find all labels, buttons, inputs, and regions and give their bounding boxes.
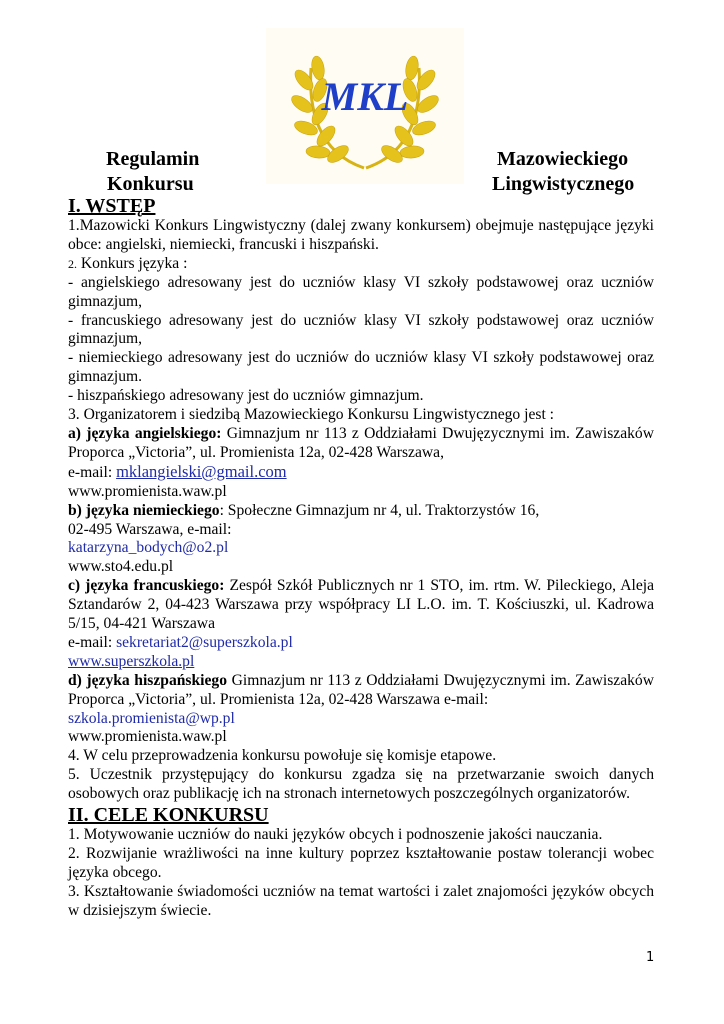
organizer-d-text: Gimnazjum nr 113 z Oddziałami Dwujęzycznymi im. Zawiszaków Proporca „Victoria”, ul. Promienista 12a, 02-428 Warszawa e-mail: <box>68 671 654 708</box>
organizer-a-email-line <box>68 463 654 483</box>
organizer-a-label: a) języka angielskiego: <box>68 424 222 442</box>
organizer-c-text: Zespół Szkół Publicznych nr 1 STO, im. rtm. W. Pileckiego, Aleja Sztandarów 2, 04-423 Warszawa przy współpracy LI L.O. im. T. Kościuszki, ul. Kadrowa 5/15, 04-421 Warszawa <box>68 577 654 633</box>
s1-list-item-1: - angielskiego adresowany jest do uczniów klasy VI szkoły podstawowej oraz uczniów gimnazjum, <box>68 273 654 310</box>
organizer-a-text: Gimnazjum nr 113 z Oddziałami Dwujęzycznymi im. Zawiszaków Proporca „Victoria”, ul. Promienista 12a, 02-428 Warszawa, <box>68 424 654 461</box>
s1-paragraph-2 <box>68 255 654 274</box>
organizer-c <box>68 577 654 634</box>
organizer-b-www: www.sto4.edu.pl <box>68 558 174 576</box>
s1-p2-number: 2. <box>68 256 77 271</box>
document-body <box>68 195 654 921</box>
organizer-b-line2: 02-495 Warszawa, e-mail: <box>68 520 232 538</box>
section1-heading: I. WSTĘP <box>68 195 156 217</box>
organizer-b-email-line <box>68 539 654 558</box>
s2-paragraph-3: 3. Kształtowanie świadomości uczniów na temat wartości i zalet znajomości języków obcych w dzisiejszym świecie. <box>68 882 654 919</box>
s1-paragraph-4: 4. W celu przeprowadzenia konkursu powołuje się komisje etapowe. <box>68 747 497 765</box>
organizer-c-email-link[interactable]: sekretariat2@superszkola.pl <box>116 633 293 651</box>
organizer-a-email-label: e-mail: <box>68 463 117 481</box>
mkl-logo <box>266 28 464 184</box>
organizer-d-email-link[interactable]: szkola.promienista@wp.pl <box>68 709 235 727</box>
title-right-line2: Lingwistycznego <box>492 173 635 195</box>
organizer-a-email-link[interactable]: mklangielski@gmail.com <box>116 461 287 481</box>
s1-paragraph-1: 1.Mazowicki Konkurs Lingwistyczny (dalej zwany konkursem) obejmuje następujące języki obce: angielski, niemiecki, francuski i hiszpański. <box>68 217 654 253</box>
title-left-line2: Konkursu <box>107 173 194 195</box>
organizer-b-label: b) języka niemieckiego <box>68 501 220 519</box>
organizer-d <box>68 672 654 710</box>
organizer-b-text1: : Społeczne Gimnazjum nr 4, ul. Traktorzystów 16, <box>219 501 540 519</box>
s1-paragraph-3: 3. Organizatorem i siedzibą Mazowieckiego Konkursu Lingwistycznego jest : <box>68 406 555 424</box>
organizer-c-label: c) języka francuskiego: <box>68 577 225 595</box>
title-left-line1: Regulamin <box>106 148 200 170</box>
page-number: 1 <box>646 950 655 965</box>
s1-p2-text: Konkurs języka : <box>77 254 188 272</box>
s1-list-item-4: - hiszpańskiego adresowany jest do uczniów gimnazjum. <box>68 387 424 405</box>
organizer-d-www: www.promienista.waw.pl <box>68 728 227 746</box>
title-right-line1: Mazowieckiego <box>497 148 629 170</box>
s1-list-item-3: - niemieckiego adresowany jest do uczniów do uczniów klasy VI szkoły podstawowej oraz gimnazjum. <box>68 349 654 386</box>
s1-paragraph-5: 5. Uczestnik przystępujący do konkursu zgadza się na przetwarzanie swoich danych osobowych oraz publikację ich na stronach internetowych poszczególnych organizatorów. <box>68 766 654 803</box>
organizer-c-www-link[interactable]: www.superszkola.pl <box>68 652 195 670</box>
organizer-b-email-link[interactable]: katarzyna_bodych@o2.pl <box>68 539 229 557</box>
organizer-d-email-line <box>68 710 654 729</box>
organizer-b-line1 <box>68 502 654 521</box>
s2-paragraph-1: 1. Motywowanie uczniów do nauki języków obcych i podnoszenie jakości nauczania. <box>68 826 603 844</box>
organizer-d-label: d) języka hiszpańskiego <box>68 671 228 689</box>
organizer-a-www: www.promienista.waw.pl <box>68 482 227 500</box>
organizer-c-www-line <box>68 653 654 672</box>
logo-text: MKL <box>321 74 409 119</box>
s1-list-item-2: - francuskiego adresowany jest do uczniów klasy VI szkoły podstawowej oraz uczniów gimnazjum, <box>68 311 654 348</box>
organizer-c-email-line <box>68 634 654 653</box>
s2-paragraph-2: 2. Rozwijanie wrażliwości na inne kultury poprzez kształtowanie postaw tolerancji wobec języka obcego. <box>68 845 654 881</box>
section2-heading: II. CELE KONKURSU <box>68 804 269 827</box>
organizer-c-email-label: e-mail: <box>68 633 117 651</box>
organizer-a <box>68 425 654 463</box>
